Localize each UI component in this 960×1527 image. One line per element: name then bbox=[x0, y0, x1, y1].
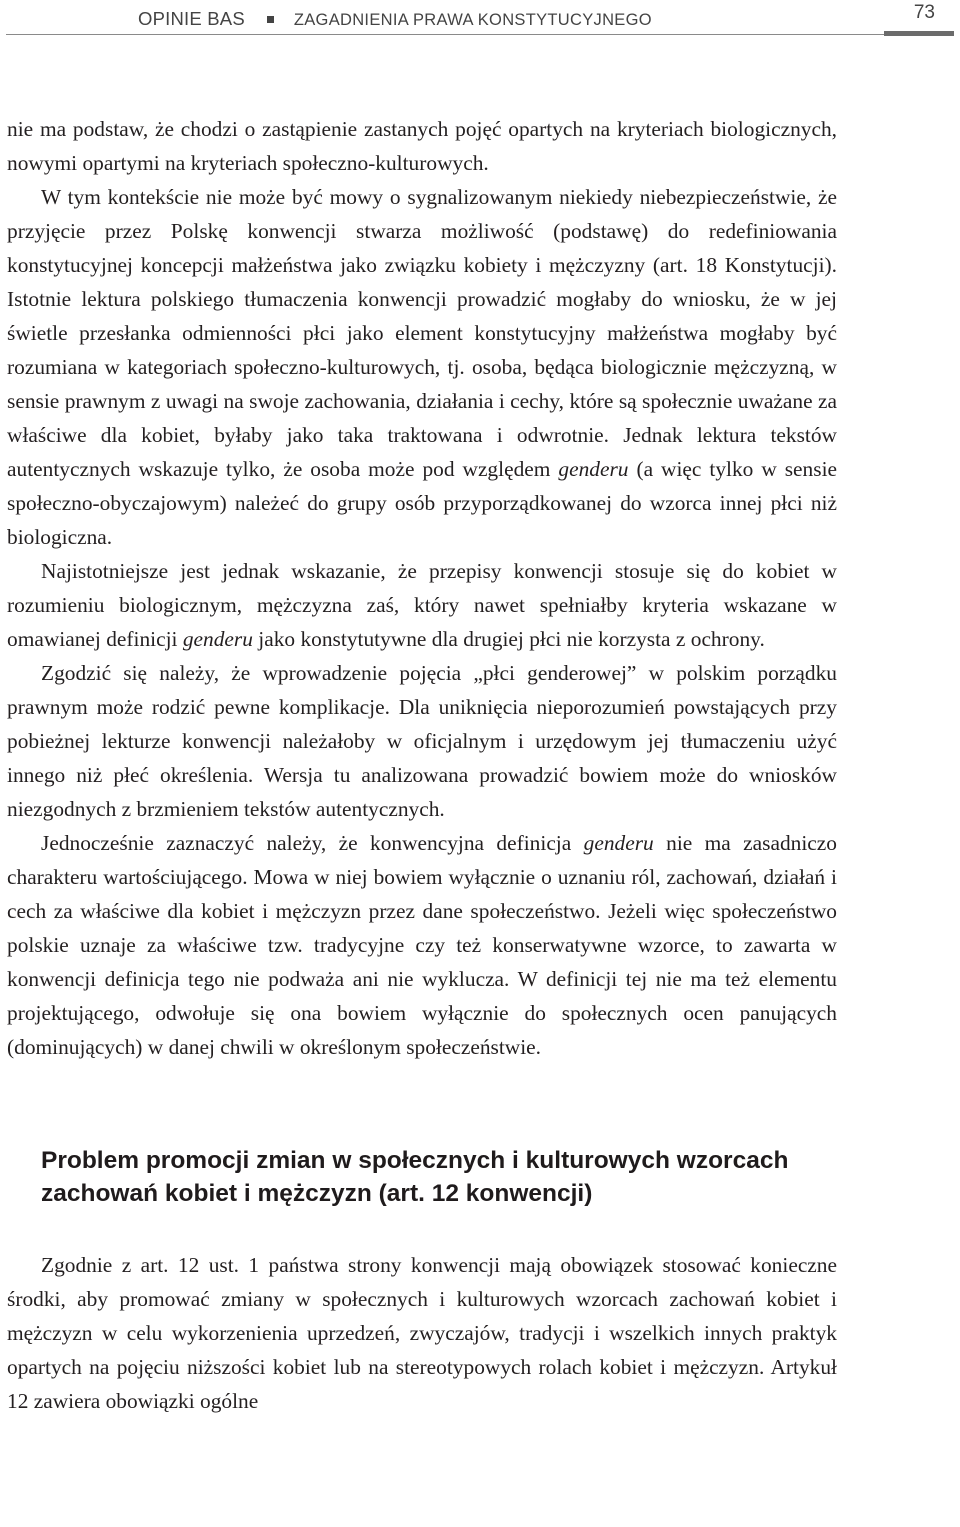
section-topic: ZAGADNIENIA PRAWA KONSTYTUCYJNEGO bbox=[293, 11, 652, 29]
page-body bbox=[7, 112, 837, 1418]
section-heading: Problem promocji zmian w społecznych i kulturowych wzorcach zachowań kobiet i mężczyzn (art. 12 konwencji) bbox=[41, 1147, 789, 1207]
header-divider bbox=[6, 34, 954, 35]
square-bullet-icon bbox=[267, 16, 274, 23]
header-divider-accent bbox=[884, 31, 954, 36]
paragraph: Zgodzić się należy, że wprowadzenie pojęcia „płci genderowej” w polskim porządku prawnym może rodzić pewne komplikacje. Dla uniknięcia nieporozumień powstających przy pobieżnej lekturze konwencji należałoby w oficjalnym i urzędowym jej tłumaczeniu użyć innego niż płeć określenia. Wersja tu analizowana prowadzić bowiem może do wniosków niezgodnych z brzmieniem tekstów autentycznych. bbox=[7, 661, 837, 821]
paragraph: W tym kontekście nie może być mowy o sygnalizowanym niekiedy niebezpieczeństwie, że przyjęcie przez Polskę konwencji stwarza możliwość (podstawę) do redefiniowania konstytucyjnej koncepcji małżeństwa jako związku kobiety i mężczyzny (art. 18 Konstytucji). Istotnie lektura polskiego tłumaczenia konwencji prowadzić mogłaby do wniosku, że w jej świetle przesłanka odmienności płci jako element konstytucyjny małżeństwa mogłaby być rozumiana w kategoriach społeczno-kulturowych, tj. osoba, będąca biologicznie mężczyzną, w sensie prawnym z uwagi na swoje zachowania, działania i cechy, które są społecznie uważane za właściwe dla kobiet, byłaby jako taka traktowana i odwrotnie. Jednak lektura tekstów autentycznych wskazuje tylko, że osoba może pod względem genderu (a więc tylko w sensie społeczno-obyczajowym) należeć do grupy osób przyporządkowanej do wzorca innej płci niż biologiczna. bbox=[7, 185, 838, 549]
italic-term: genderu bbox=[182, 627, 253, 651]
running-head bbox=[138, 8, 652, 30]
page-number: 73 bbox=[913, 2, 935, 23]
page-header bbox=[0, 0, 960, 40]
paragraph: Jednocześnie zaznaczyć należy, że konwencyjna definicja genderu nie ma zasadniczo charakteru wartościującego. Mowa w niej bowiem wyłącznie o uznaniu ról, zachowań, działań i cech za właściwe dla kobiet i mężczyzn przez dane społeczeństwo. Jeżeli więc społeczeństwo polskie uznaje za właściwe tzw. tradycyjne czy też konserwatywne wzorce, to zawarta w konwencji definicja tego nie podważa ani nie wyklucza. W definicji tej nie ma też elementu projektującego, odwołuje się ona bowiem wyłącznie do społecznych ocen panujących (dominujących) w danej chwili w określonym społeczeństwie. bbox=[7, 831, 837, 1059]
paragraph-continuation: nie ma podstaw, że chodzi o zastąpienie zastanych pojęć opartych na kryteriach biologicznych, nowymi opartymi na kryteriach społeczno-kulturowych. bbox=[7, 117, 837, 175]
paragraph: Zgodnie z art. 12 ust. 1 państwa strony konwencji mają obowiązek stosować konieczne środki, aby promować zmiany w społecznych i kulturowych wzorcach zachowań kobiet i mężczyzn w celu wykorzenienia uprzedzeń, zwyczajów, tradycji i wszelkich innych praktyk opartych na pojęciu niższości kobiet lub na stereotypowych rolach kobiet i mężczyzn. Artykuł 12 zawiera obowiązki ogólne bbox=[7, 1253, 837, 1413]
paragraph: Najistotniejsze jest jednak wskazanie, że przepisy konwencji stosuje się do kobiet w rozumieniu biologicznym, mężczyzna zaś, który nawet spełniałby kryteria wskazane w omawianej definicji genderu jako konstytutywne dla drugiej płci nie korzysta z ochrony. bbox=[7, 559, 837, 651]
series-title: OPINIE BAS bbox=[138, 8, 245, 29]
italic-term: genderu bbox=[583, 831, 654, 855]
italic-term: genderu bbox=[558, 457, 629, 481]
